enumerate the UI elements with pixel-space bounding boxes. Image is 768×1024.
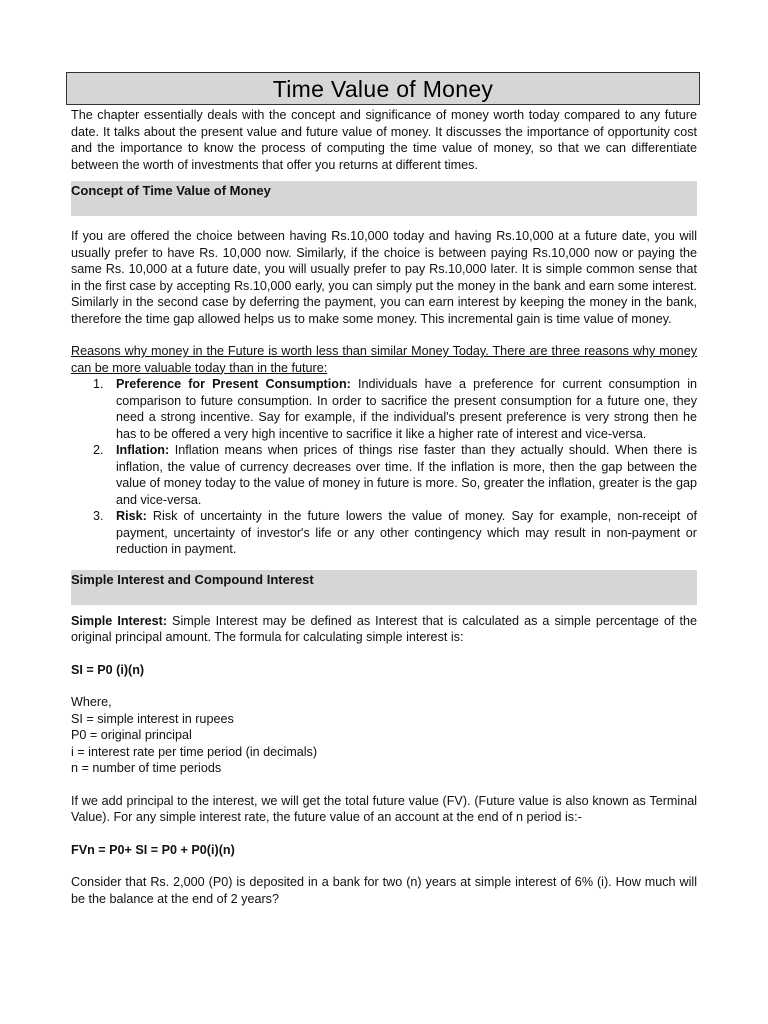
list-item-number: 2. (93, 443, 104, 457)
reasons-intro: Reasons why money in the Future is worth less than similar Money Today. There are three reasons why money can be more valuable today than in the future: (71, 344, 697, 375)
list-item (71, 376, 697, 442)
document-page (71, 72, 697, 907)
intro-paragraph: The chapter essentially deals with the concept and significance of money worth today compared to any future date. It talks about the present value and future value of money. It discusses the importance of opportunity cost and the importance to know the process of computing the time value of money, so that we can differentiate between the worth of investments that offer you returns at different times. (71, 108, 697, 172)
reason-text: Inflation means when prices of things rise faster than they actually should. When there is inflation, the value of currency decreases over time. If the inflation is more, then the gap between the value of money today to the value of money in future is more. So, greater the inflation, greater is the gap and vice-versa. (116, 443, 697, 507)
section-heading-interest: Simple Interest and Compound Interest (71, 570, 697, 605)
concept-paragraph: If you are offered the choice between having Rs.10,000 today and having Rs.10,000 at a future date, you will usually prefer to have Rs. 10,000 now. Similarly, if the choice is between paying Rs.10,000 now or paying the same Rs. 10,000 at a future date, you will usually prefer to pay Rs.10,000 later. It is simple common sense that in the first case by accepting Rs.10,000 early, you can simply put the money in the bank and earn some interest. Similarly in the second case by deferring the payment, you can earn interest by keeping the money in the bank, therefore the time gap allowed helps us to make some money. This incremental gain is time value of money. (71, 229, 697, 326)
reason-text: Risk of uncertainty in the future lowers the value of money. Say for example, non-receipt of payment, uncertainty of investor's life or any other contingency which may result in non-payment or reduction in payment. (116, 509, 697, 556)
example-paragraph: Consider that Rs. 2,000 (P0) is deposited in a bank for two (n) years at simple interest of 6% (i). How much will be the balance at the end of 2 years? (71, 875, 697, 906)
list-item-number: 3. (93, 509, 104, 523)
definition-line: i = interest rate per time period (in decimals) (71, 744, 318, 759)
list-item (71, 508, 697, 558)
reason-label: Preference for Present Consumption: (116, 377, 351, 391)
where-label: Where, (71, 695, 112, 709)
definition-line: n = number of time periods (71, 761, 222, 775)
definition-line: SI = simple interest in rupees (71, 711, 234, 726)
formula-simple-interest: SI = P0 (i)(n) (71, 662, 145, 677)
definition-line: P0 = original principal (71, 728, 192, 742)
section-heading-concept: Concept of Time Value of Money (71, 181, 697, 216)
list-item (71, 442, 697, 508)
simple-interest-label: Simple Interest: (71, 613, 168, 628)
reason-label: Risk: (116, 509, 147, 523)
formula-future-value: FVn = P0+ SI = P0 + P0(i)(n) (71, 842, 235, 857)
simple-interest-text: Simple Interest may be defined as Interest that is calculated as a simple percentage of the original principal amount. The formula for calculating simple interest is: (71, 613, 697, 644)
reasons-list (71, 376, 697, 558)
list-item-number: 1. (93, 377, 104, 391)
future-value-paragraph: If we add principal to the interest, we will get the total future value (FV). (Future value is also known as Terminal Value). For any simple interest rate, the future value of an account at the end of n period is:- (71, 793, 697, 824)
simple-interest-paragraph (71, 613, 697, 646)
document-title: Time Value of Money (66, 72, 700, 105)
reason-label: Inflation: (116, 443, 170, 457)
reason-text: Individuals have a preference for current consumption in comparison to future consumption. In order to sacrifice the present consumption for a future one, they need a strong incentive. Say for example, if the individual's present preference is very strong then he has to be offered a very high incentive to sacrifice it like a higher rate of interest and vice-versa. (116, 377, 697, 441)
